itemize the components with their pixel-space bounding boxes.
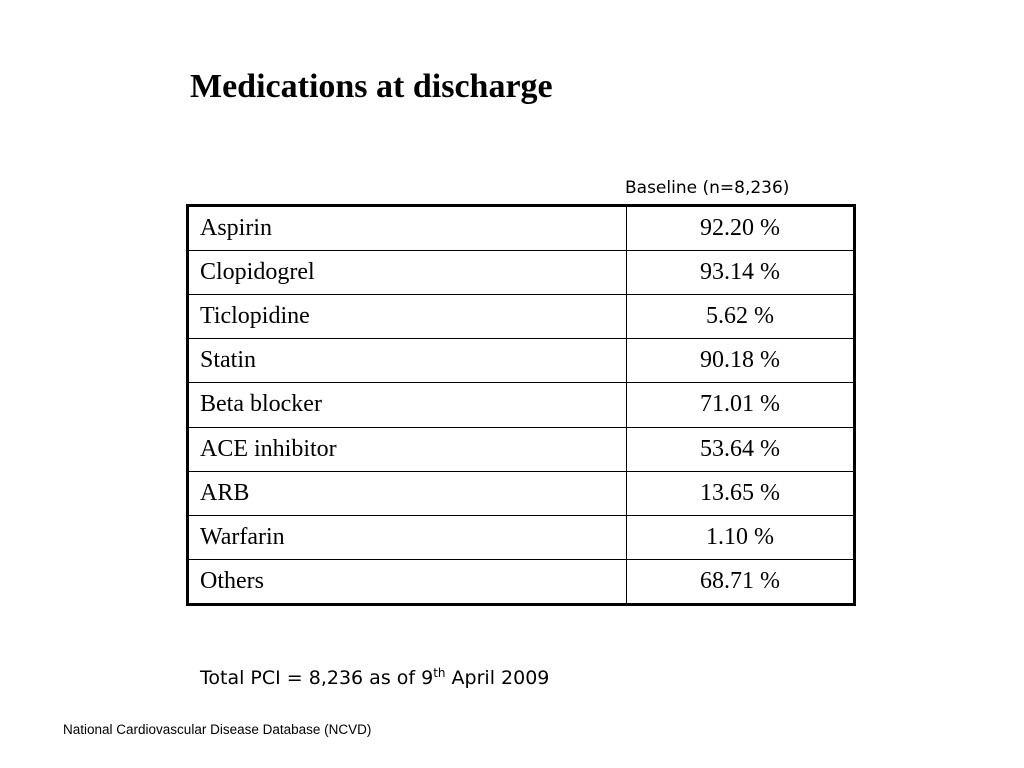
percentage-cell: 90.18 %	[627, 339, 855, 383]
table-row	[188, 295, 855, 339]
column-caption: Baseline (n=8,236)	[625, 178, 790, 198]
percentage-cell: 53.64 %	[627, 427, 855, 471]
medication-name-cell: Beta blocker	[188, 383, 627, 427]
table-row	[188, 251, 855, 295]
medication-name-cell: Aspirin	[188, 206, 627, 251]
table-row	[188, 471, 855, 515]
table-row	[188, 339, 855, 383]
table-row	[188, 206, 855, 251]
percentage-cell: 92.20 %	[627, 206, 855, 251]
medication-name-cell: Clopidogrel	[188, 251, 627, 295]
medication-name-cell: ARB	[188, 471, 627, 515]
source-footer: National Cardiovascular Disease Database (NCVD)	[63, 722, 372, 737]
slide-title: Medications at discharge	[190, 68, 553, 105]
medications-table	[186, 204, 856, 606]
medication-name-cell: Others	[188, 559, 627, 604]
total-pci-footnote	[200, 666, 549, 690]
footnote-prefix: Total PCI = 8,236 as of 9	[200, 667, 434, 689]
table-row	[188, 559, 855, 604]
footnote-ordinal-suffix: th	[433, 666, 446, 680]
table-row	[188, 427, 855, 471]
percentage-cell: 13.65 %	[627, 471, 855, 515]
medication-name-cell: Ticlopidine	[188, 295, 627, 339]
medication-name-cell: Statin	[188, 339, 627, 383]
percentage-cell: 1.10 %	[627, 515, 855, 559]
table-row	[188, 515, 855, 559]
percentage-cell: 68.71 %	[627, 559, 855, 604]
medication-name-cell: Warfarin	[188, 515, 627, 559]
percentage-cell: 93.14 %	[627, 251, 855, 295]
table-row	[188, 383, 855, 427]
footnote-suffix: April 2009	[445, 667, 550, 689]
medication-name-cell: ACE inhibitor	[188, 427, 627, 471]
percentage-cell: 5.62 %	[627, 295, 855, 339]
percentage-cell: 71.01 %	[627, 383, 855, 427]
